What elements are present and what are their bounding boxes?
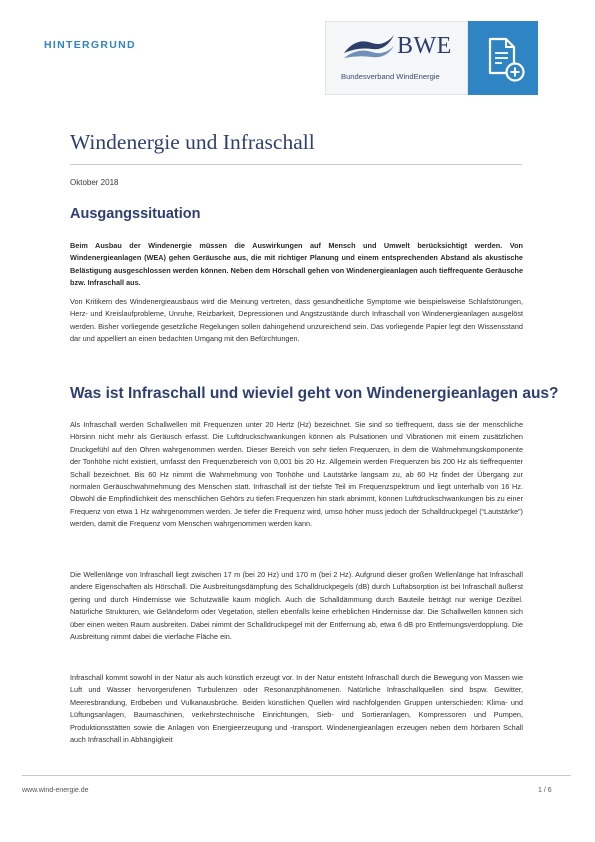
logo-subtitle: Bundesverband WindEnergie [341,72,440,81]
section-tag: HINTERGRUND [44,39,136,51]
document-add-icon [468,21,538,95]
title-divider [70,164,522,165]
intro-paragraph: Beim Ausbau der Windenergie müssen die Auswirkungen auf Mensch und Umwelt berücksichtigt werden. Von Windenergieanlagen (WEA) gehen Geräusche aus, die mit richtiger Planung und einem entsprechenden Abstand als akustische Belästigung ausgeschlossen werden können. Neben dem Hörschall gehen von Windenergieanlagen auch tieffrequente Geräusche bzw. Infraschall aus. [70,241,523,288]
document-download-button[interactable] [468,21,538,95]
page-number: 1 / 6 [538,787,552,794]
page-title: Windenergie und Infraschall [70,130,315,154]
body-paragraph: Infraschall kommt sowohl in der Natur als auch künstlich erzeugt vor. In der Natur entsteht Infraschall durch die Bewegung von Massen wie Luft und Wasser hervorgerufenen Turbulenzen oder Resonanzphänomenen. Natürliche Infraschallquellen sind bspw. Gewitter, Meeresbrandung, Erdbeben und Vulkanausbrüche. Beiden künstlichen Quellen wird nachfolgenden Gruppen unterschieden: Klima- und Lüftungsanlagen, Baumaschinen, verkehrstechnische Einrichtungen, Sieb- und Sortieranlagen, Kompressoren und Pumpen, Produktionsstätten sowie die Anlagen von Energieerzeugung und -transport. Windenergieanlagen erzeugen neben dem hörbaren Schall auch Infraschall in Abhängigkeit [70,673,523,745]
logo-wave-icon [342,31,396,61]
logo-name: BWE [397,33,452,59]
publication-date: Oktober 2018 [70,178,119,187]
footer-url[interactable]: www.wind-energie.de [22,787,89,794]
section-heading-infraschall: Was ist Infraschall und wieviel geht von Windenergieanlagen aus? [70,385,559,402]
body-paragraph: Von Kritikern des Windenergieausbaus wird die Meinung vertreten, dass gesundheitliche Symptome wie beispielsweise Schlafstörungen, Herz- und Kreislaufprobleme, Unruhe, Reizbarkeit, Depressionen und Angstzustände durch Infraschall von Windenergieanlagen ausgelöst werden. Bisher vorliegende gesetzliche Regelungen sollen dahingehend unzureichend sein. Das vorliegende Papier legt den Wissensstand dar und appelliert an einen bedachten Umgang mit den Befürchtungen. [70,297,523,344]
section-heading-ausgangssituation: Ausgangssituation [70,206,201,222]
body-paragraph: Als Infraschall werden Schallwellen mit Frequenzen unter 20 Hertz (Hz) bezeichnet. Sie sind so tieffrequent, dass sie der menschliche Hörsinn nicht mehr als Geräusch erfasst. Die Luftdruckschwankungen können als Pulsationen und Vibrationen mit einem zusätzlichen Druckgefühl auf den Ohren wahrgenommen werden. Dieser Bereich von sehr tiefen Frequenzen, in dem die Wahrnehmungskomponente der Tonhöhe nicht existiert, umfasst den Frequenzbereich von 0,001 bis 20 Hz. Allgemein werden Frequenzen bis 200 Hz als tieffrequenter Schall bezeichnet. Bis 60 Hz nimmt die Wahrnehmung von Tonhöhe und Lautstärke langsam zu, ab 60 Hz findet der Übergang zur normalen Geräuschwahrnehmung des Menschen statt. Infraschall ist der tiefste Teil im Frequenzspektrum und liegt unterhalb von 16 Hz. Obwohl die Empfindlichkeit des menschlichen Gehörs zu tiefen Frequenzen hin stark abnimmt, können Luftdruckschwankungen bis zu einer Frequenz von etwa 1 Hz wahrgenommen werden. Je tiefer die Frequenz wird, umso höher muss jedoch der Schalldruckpegel (“Lautstärke”) werden, damit die Frequenz vom Menschen wahrgenommen werden kann. [70,420,523,529]
body-paragraph: Die Wellenlänge von Infraschall liegt zwischen 17 m (bei 20 Hz) und 170 m (bei 2 Hz). Aufgrund dieser großen Wellenlänge hat Infraschall andere Eigenschaften als Hörschall. Die Ausbreitungsdämpfung des Schalldruckpegels (dB) durch Luftabsorption ist bei Infraschall äußerst gering und durch Hindernisse wie Schutzwälle kaum möglich. Auch die Schalldämmung durch Bauteile beträgt nur wenige Dezibel. Natürliche Strukturen, wie Geländeform oder Vegetation, stellen ebenfalls keine erheblichen Hindernisse dar. Die Schallwellen können sich über einen weiten Raum ausbreiten. Dabei nimmt der Schalldruckpegel mit der Entfernung ab, etwa 6 dB pro Entfernungsverdopplung. Die Ausbreitung nimmt dabei die vierfache Fläche ein. [70,570,523,642]
footer-divider [22,775,571,776]
